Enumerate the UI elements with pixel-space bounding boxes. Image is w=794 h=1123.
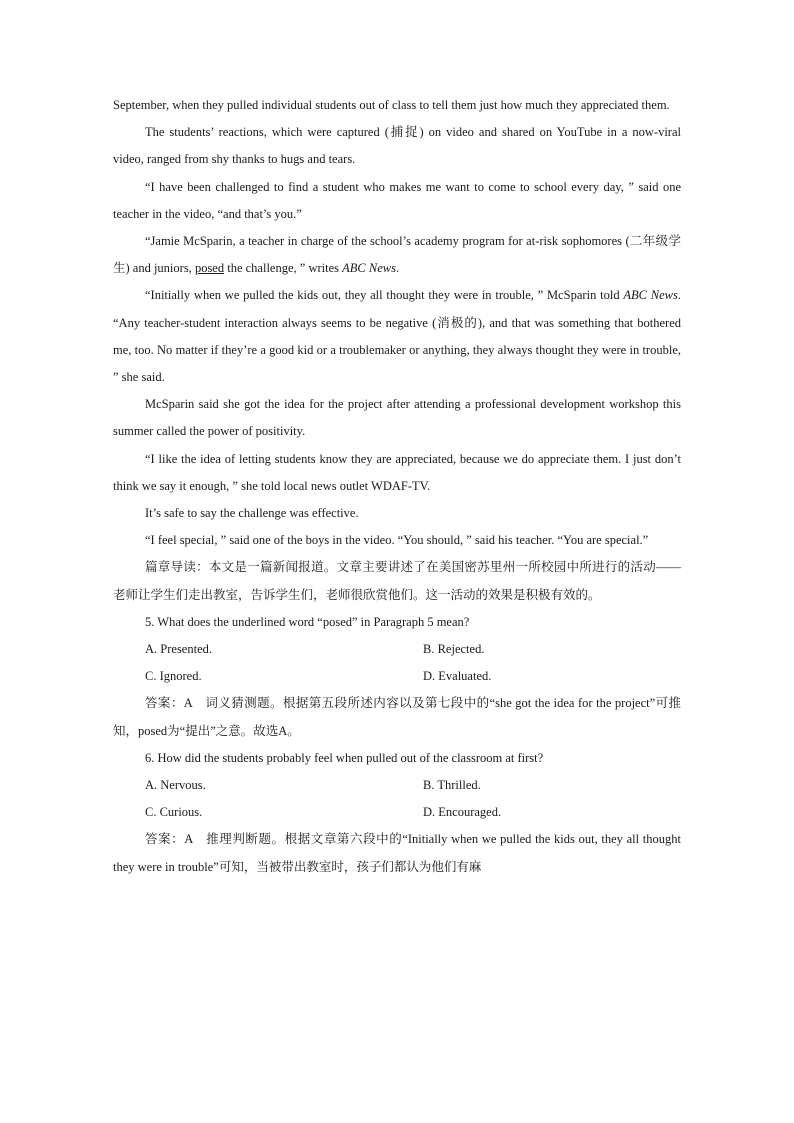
paragraph-appreciate: “I like the idea of letting students know they are appreciated, because we do appreciate them. I just don’t think we say it enough, ” she told local news outlet WDAF-TV. bbox=[113, 451, 681, 493]
paragraph-initially bbox=[113, 282, 681, 391]
paragraph-mcsparin-intro bbox=[113, 228, 681, 282]
text-segment: . bbox=[395, 261, 400, 276]
underlined-word: posed bbox=[194, 261, 225, 276]
option-b: B. Thrilled. bbox=[423, 778, 481, 793]
paragraph-continuation: September, when they pulled individual students out of class to tell them just how much they appreciated them. bbox=[113, 98, 670, 112]
paragraph-teacher-quote: “I have been challenged to find a student who makes me want to come to school every day, ” said one teacher in the video, “and that’s you.” bbox=[113, 179, 681, 221]
option-d: D. Evaluated. bbox=[423, 669, 492, 684]
option-c: C. Ignored. bbox=[145, 669, 202, 684]
question-6-stem: 6. How did the students probably feel when pulled out of the classroom at first? bbox=[145, 750, 544, 765]
question-5-answer: 答案：A 词义猜测题。根据第五段所述内容以及第七段中的“she got the idea for the project”可推知，posed为“提出”之意。故选A。 bbox=[113, 696, 681, 738]
source-name: ABC News bbox=[342, 261, 396, 276]
question-5-options-row-2 bbox=[113, 663, 681, 690]
question-5-options-row-1 bbox=[113, 636, 681, 663]
paragraph-idea: McSparin said she got the idea for the project after attending a professional development workshop this summer called the power of positivity. bbox=[113, 397, 681, 439]
question-6-answer: 答案：A 推理判断题。根据文章第六段中的“Initially when we pulled the kids out, they all thought they were in trouble”可知，当被带出教室时，孩子们都认为他们有麻 bbox=[113, 832, 681, 874]
question-5-stem: 5. What does the underlined word “posed” in Paragraph 5 mean? bbox=[145, 614, 470, 629]
text-segment: the challenge, ” writes bbox=[224, 261, 343, 276]
option-b: B. Rejected. bbox=[423, 642, 485, 657]
paragraph-effective: It’s safe to say the challenge was effective. bbox=[145, 506, 359, 521]
option-d: D. Encouraged. bbox=[423, 805, 502, 820]
article-guide: 篇章导读：本文是一篇新闻报道。文章主要讲述了在美国密苏里州一所校园中所进行的活动——老师让学生们走出教室，告诉学生们，老师很欣赏他们。这一活动的效果是积极有效的。 bbox=[113, 560, 681, 602]
question-6-options-row-2 bbox=[113, 799, 681, 826]
option-a: A. Nervous. bbox=[145, 778, 206, 793]
text-segment: “Jamie McSparin, a teacher in charge of the school’s academy program for at-risk sophomores (二年级学生) and juniors, bbox=[113, 234, 681, 276]
source-name: ABC News bbox=[623, 288, 678, 303]
option-a: A. Presented. bbox=[145, 642, 212, 657]
paragraph-reactions: The students’ reactions, which were captured (捕捉) on video and shared on YouTube in a now-viral video, ranged from shy thanks to hugs and tears. bbox=[113, 125, 681, 167]
paragraph-special: “I feel special, ” said one of the boys in the video. “You should, ” said his teacher. “You are special.” bbox=[145, 533, 649, 548]
option-c: C. Curious. bbox=[145, 805, 203, 820]
text-segment: . “Any teacher-student interaction always seems to be negative (消极的), and that was something that bothered me, too. No matter if they’re a good kid or a troublemaker or anything, they always thought they were in trouble, ” she said. bbox=[113, 288, 681, 385]
document-page bbox=[113, 92, 681, 881]
question-6-options-row-1 bbox=[113, 772, 681, 799]
text-segment: “Initially when we pulled the kids out, they all thought they were in trouble, ” McSparin told bbox=[145, 288, 624, 303]
